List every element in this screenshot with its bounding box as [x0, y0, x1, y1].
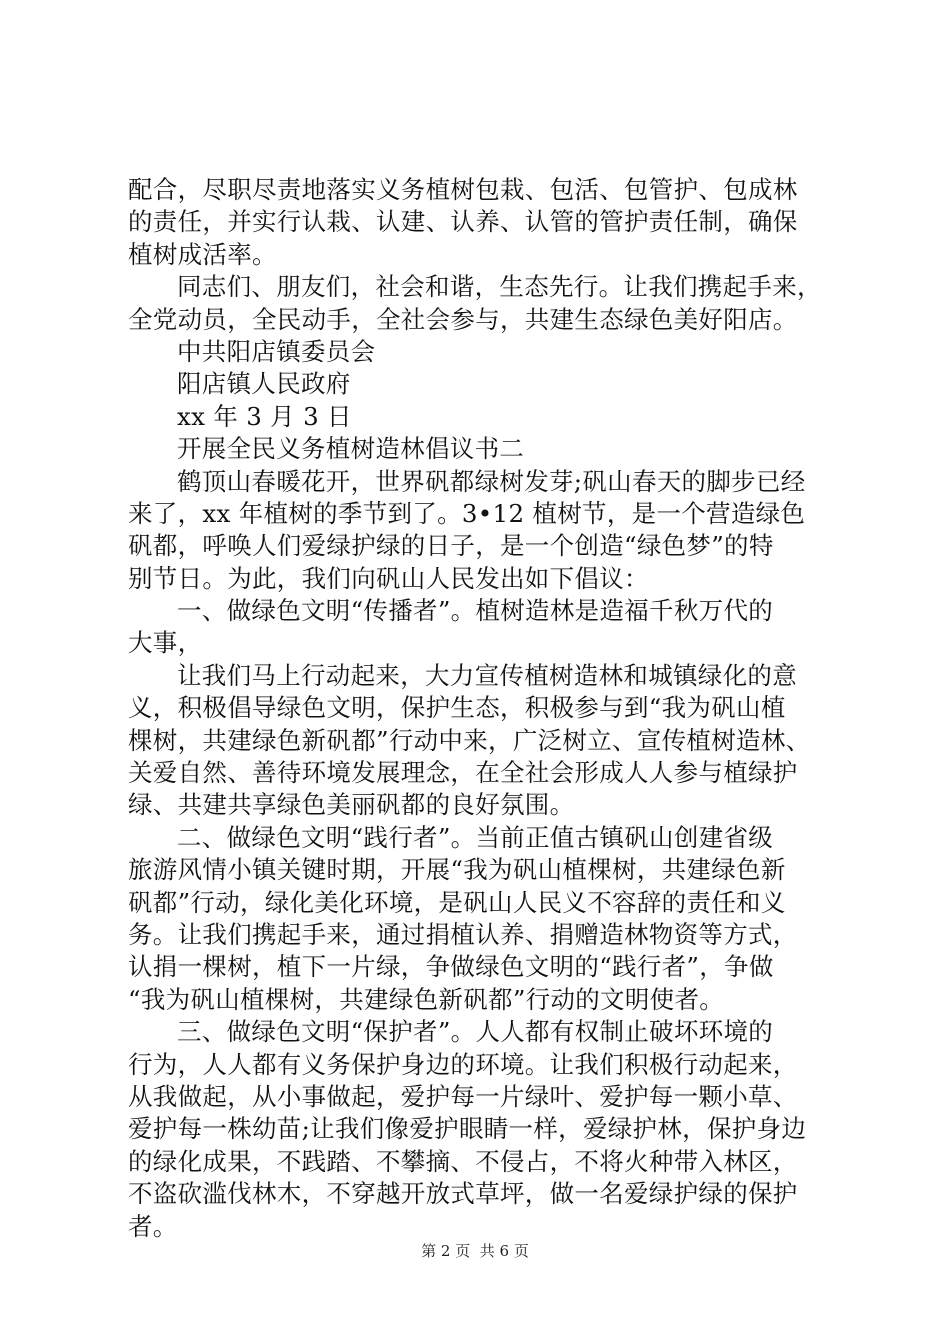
text-line: 让我们马上行动起来，大力宣传植树造林和城镇绿化的意 [177, 660, 797, 690]
text-line: 行为，人人都有义务保护身边的环境。让我们积极行动起来， [128, 1049, 798, 1079]
document-body [128, 174, 828, 1243]
text-line: 阳店镇人民政府 [177, 369, 351, 399]
text-line: 矾都，呼唤人们爱绿护绿的日子，是一个创造“绿色梦”的特 [128, 531, 774, 561]
text-line: 务。让我们携起手来，通过捐植认养、捐赠造林物资等方式， [128, 919, 798, 949]
text-line: 矾都”行动，绿化美化环境，是矾山人民义不容辞的责任和义 [128, 887, 786, 917]
text-line: 不盗砍滥伐林木，不穿越开放式草坪，做一名爱绿护绿的保护 [128, 1179, 798, 1209]
text-line: 者。 [128, 1211, 178, 1241]
text-line: 的责任，并实行认栽、认建、认养、认管的管护责任制，确保 [128, 207, 798, 237]
text-line: 一、做绿色文明“传播者”。植树造林是造福千秋万代的 [177, 596, 774, 626]
text-line: 义，积极倡导绿色文明，保护生态，积极参与到“我为矾山植 [128, 693, 786, 723]
text-line: 同志们、朋友们，社会和谐，生态先行。让我们携起手来， [177, 272, 822, 302]
text-line: 三、做绿色文明“保护者”。人人都有权制止破坏环境的 [177, 1017, 774, 1047]
text-line: 棵树，共建绿色新矾都”行动中来，广泛树立、宣传植树造林、 [128, 725, 811, 755]
text-line: 植树成活率。 [128, 239, 277, 269]
text-line: 来了，xx 年植树的季节到了。3•12 植树节，是一个营造绿色 [128, 498, 806, 528]
text-line: 从我做起，从小事做起，爱护每一片绿叶、爱护每一颗小草、 [128, 1081, 798, 1111]
text-line: 中共阳店镇委员会 [177, 336, 376, 366]
text-line: “我为矾山植棵树，共建绿色新矾都”行动的文明使者。 [128, 984, 725, 1014]
text-line: 别节日。为此，我们向矾山人民发出如下倡议： [128, 563, 649, 593]
text-line: 关爱自然、善待环境发展理念，在全社会形成人人参与植绿护 [128, 758, 798, 788]
text-line: 的绿化成果，不践踏、不攀摘、不侵占，不将火种带入林区， [128, 1146, 798, 1176]
text-line: xx 年 3 月 3 日 [177, 401, 352, 431]
page-footer: 第 2 页 共 6 页 [421, 1242, 529, 1260]
text-line: 开展全民义务植树造林倡议书二 [177, 434, 525, 464]
text-line: 鹤顶山春暖花开，世界矾都绿树发芽;矾山春天的脚步已经 [177, 466, 806, 496]
text-line: 全党动员，全民动手，全社会参与，共建生态绿色美好阳店。 [128, 304, 798, 334]
text-line: 绿、共建共享绿色美丽矾都的良好氛围。 [128, 790, 575, 820]
text-line: 二、做绿色文明“践行者”。当前正值古镇矾山创建省级 [177, 822, 774, 852]
text-line: 认捐一棵树，植下一片绿，争做绿色文明的“践行者”，争做 [128, 952, 774, 982]
text-line: 旅游风情小镇关键时期，开展“我为矾山植棵树，共建绿色新 [128, 855, 786, 885]
text-line: 配合，尽职尽责地落实义务植树包栽、包活、包管护、包成林 [128, 175, 798, 204]
text-line: 大事， [128, 628, 203, 658]
text-line: 爱护每一株幼苗;让我们像爱护眼睛一样，爱绿护林，保护身边 [128, 1114, 807, 1144]
